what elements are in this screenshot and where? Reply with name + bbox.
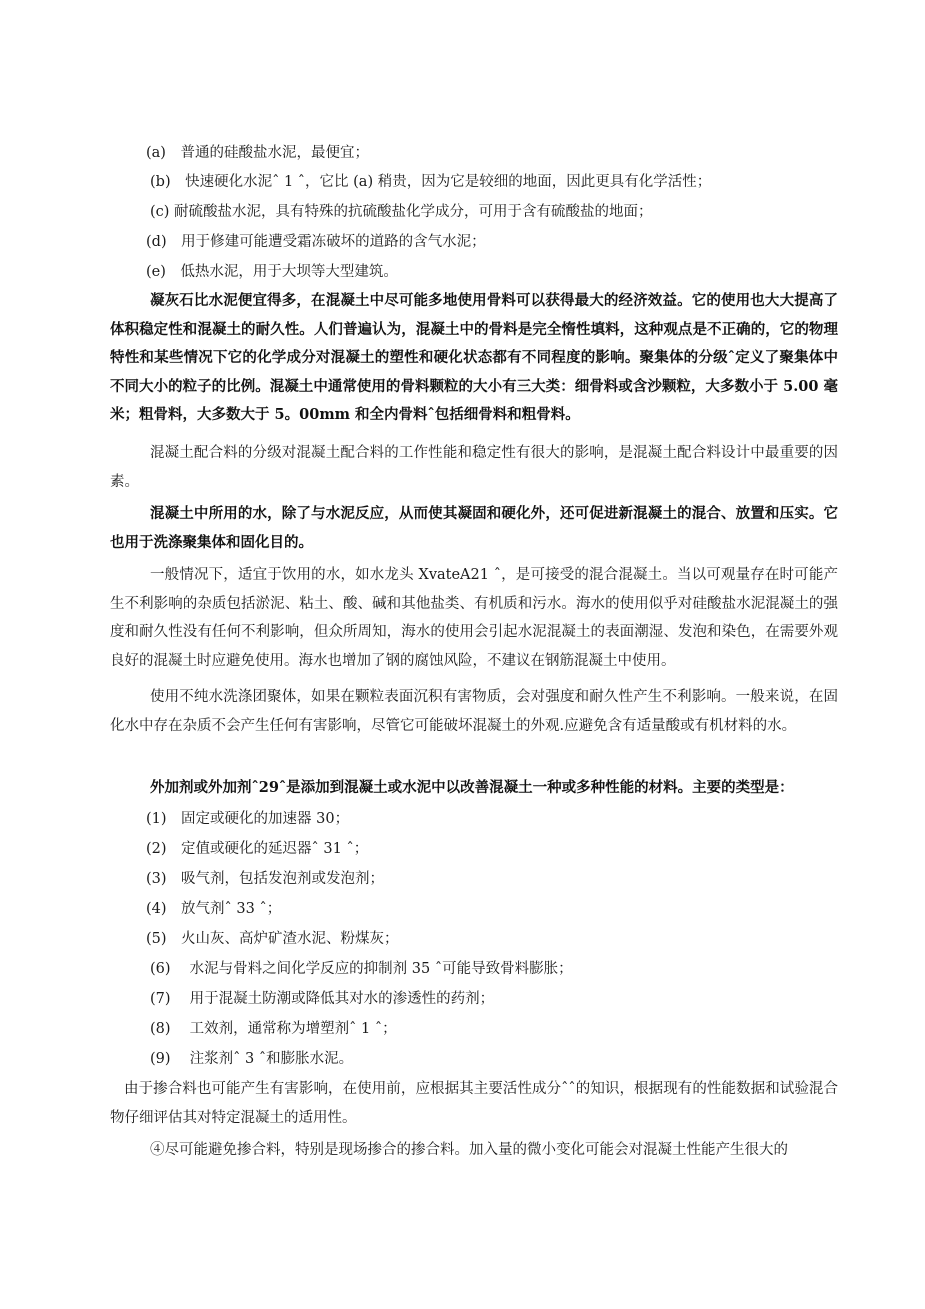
list-item-b: (b) 快速硬化水泥ˆ 1 ˆ，它比 (a) 稍贵，因为它是较细的地面，因此更具有化学活性； [150, 174, 712, 190]
list-item-c: (c) 耐硫酸盐水泥，具有特殊的抗硫酸盐化学成分，可用于含有硫酸盐的地面； [150, 204, 653, 220]
admix-item-3: (3) 吸气剂，包括发泡剂或发泡剂； [146, 871, 385, 887]
paragraph-avoid-admixtures: ④尽可能避免掺合料，特别是现场掺合的掺合料。加入量的微小变化可能会对混凝土性能产生很大的 [150, 1142, 788, 1158]
admix-item-7: (7) 用于混凝土防潮或降低其对水的渗透性的药剂； [150, 991, 495, 1007]
admix-item-6: (6) 水泥与骨料之间化学反应的抑制剂 35 ˆ可能导致骨料膨胀； [150, 961, 573, 977]
admix-item-2: (2) 定值或硬化的延迟器ˆ 31 ˆ； [146, 841, 369, 857]
paragraph-potable-water: 一般情况下，适宜于饮用的水，如水龙头 XvateA21 ˆ，是可接受的混合混凝土。当以可观量存在时可能产生不利影响的杂质包括淤泥、粘土、酸、碱和其他盐类、有机质和污水。海水的使用似乎对硅酸盐水泥混凝土的强度和耐久性没有任何不利影响，但众所周知，海水的使用会引起水泥混凝土的表面潮湿、发泡和染色，在需要外观良好的混凝土时应避免使用。海水也增加了钢的腐蚀风险，不建议在钢筋混凝土中使用。 [110, 567, 838, 669]
paragraph-impure-water: 使用不纯水洗涤团聚体，如果在颗粒表面沉积有害物质，会对强度和耐久性产生不利影响。一般来说，在固化水中存在杂质不会产生任何有害影响，尽管它可能破坏混凝土的外观.应避免含有适量酸或有机材料的水。 [110, 689, 838, 734]
list-item-a: (a) 普通的硅酸盐水泥，最便宜； [146, 145, 369, 161]
admix-item-8: (8) 工效剂，通常称为增塑剂ˆ 1 ˆ； [150, 1021, 397, 1037]
admix-item-9: (9) 注浆剂ˆ 3 ˆ和膨胀水泥。 [150, 1051, 354, 1067]
paragraph-harmful-effects: 由于掺合料也可能产生有害影响，在使用前，应根据其主要活性成分ˆˆ的知识，根据现有的性能数据和试验混合物仔细评估其对特定混凝土的适用性。 [110, 1081, 838, 1126]
admix-item-1: (1) 固定或硬化的加速器 30； [146, 811, 350, 827]
admix-item-5: (5) 火山灰、高炉矿渣水泥、粉煤灰； [146, 931, 399, 947]
list-item-d: (d) 用于修建可能遭受霜冻破坏的道路的含气水泥； [146, 234, 486, 250]
paragraph-grading: 混凝土配合料的分级对混凝土配合料的工作性能和稳定性有很大的影响，是混凝土配合料设计中最重要的因素。 [110, 445, 838, 490]
paragraph-aggregate: 凝灰石比水泥便宜得多，在混凝土中尽可能多地使用骨料可以获得最大的经济效益。它的使用也大大提高了体积稳定性和混凝土的耐久性。人们普遍认为，混凝土中的骨料是完全惰性填料，这种观点是不正确的，它的物理特性和某些情况下它的化学成分对混凝土的塑性和硬化状态都有不同程度的影响。聚集体的分级ˆ定义了聚集体中不同大小的粒子的比例。混凝土中通常使用的骨料颗粒的大小有三大类：细骨料或含沙颗粒，大多数小于 5.00 毫米；粗骨料，大多数大于 5。00mm 和全内骨料ˆ包括细骨料和粗骨料。 [110, 292, 838, 423]
paragraph-admixture: 外加剂或外加剂ˆ29ˆ是添加到混凝土或水泥中以改善混凝土一种或多种性能的材料。主要的类型是： [150, 779, 794, 796]
admix-item-4: (4) 放气剂ˆ 33 ˆ； [146, 901, 282, 917]
list-item-e: (e) 低热水泥，用于大坝等大型建筑。 [146, 264, 398, 280]
paragraph-water: 混凝土中所用的水，除了与水泥反应，从而使其凝固和硬化外，还可促进新混凝土的混合、放置和压实。它也用于洗涤聚集体和固化目的。 [110, 505, 838, 551]
